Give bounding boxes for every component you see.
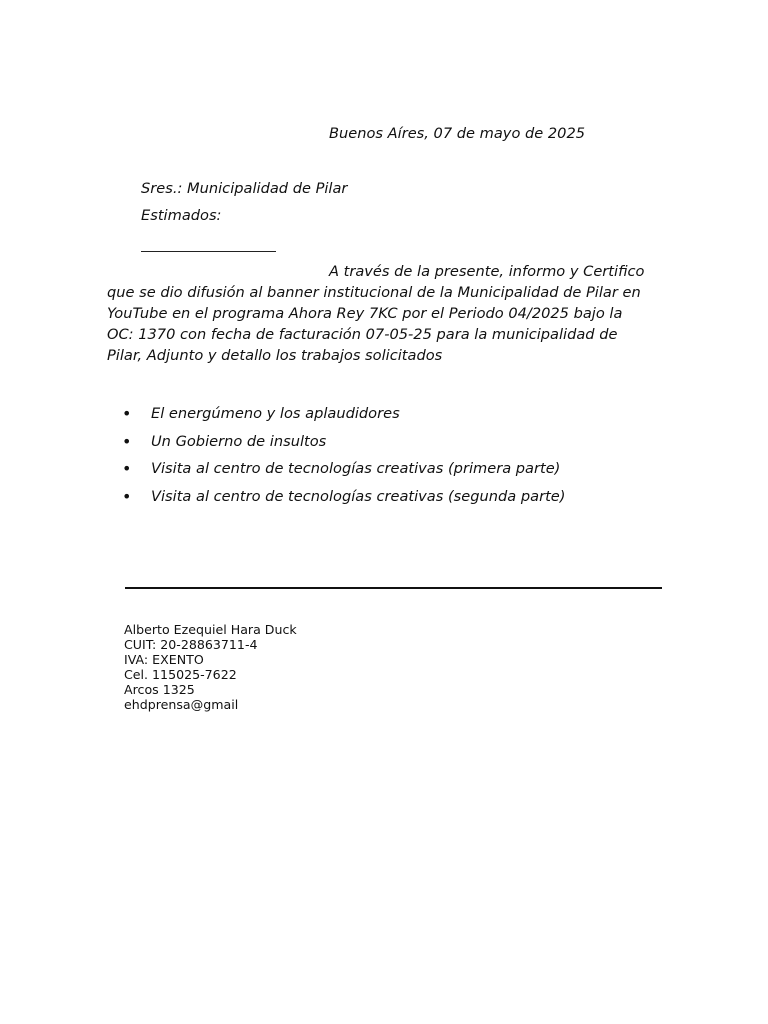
list-item-text: Visita al centro de tecnologías creativas (segunda parte) xyxy=(151,487,566,505)
body-line: Pilar, Adjunto y detallo los trabajos solicitados xyxy=(107,347,443,364)
signer-iva: IVA: EXENTO xyxy=(124,652,204,667)
bullet-icon: • xyxy=(122,486,132,506)
bullet-icon: • xyxy=(122,404,132,423)
body-line: que se dio difusión al banner institucional de la Municipalidad de Pilar en xyxy=(107,284,641,301)
signer-name: Alberto Ezequiel Hara Duck xyxy=(124,622,297,637)
signer-email: ehdprensa@gmail xyxy=(124,697,239,712)
greeting: Estimados: xyxy=(141,207,222,224)
signature-line xyxy=(125,587,662,589)
body-line: OC: 1370 con fecha de facturación 07-05-25 para la municipalidad de xyxy=(107,326,618,343)
addressee: Sres.: Municipalidad de Pilar xyxy=(141,180,348,197)
list-item-text: Visita al centro de tecnologías creativas (primera parte) xyxy=(151,460,561,477)
place-date: Buenos Aíres, 07 de mayo de 2025 xyxy=(329,125,586,142)
signer-cuit: CUIT: 20-28863711-4 xyxy=(124,637,258,652)
list-item-text: El energúmeno y los aplaudidores xyxy=(151,405,400,422)
body-line: YouTube en el programa Ahora Rey 7KC por el Periodo 04/2025 bajo la xyxy=(107,305,623,322)
bullet-icon: • xyxy=(122,459,132,478)
blank-underline xyxy=(141,251,276,252)
body-line: A través de la presente, informo y Certifico xyxy=(329,263,645,280)
signer-phone: Cel. 115025-7622 xyxy=(124,667,237,682)
body-paragraph xyxy=(107,261,667,366)
signer-block xyxy=(124,622,297,712)
list-item-text: Un Gobierno de insultos xyxy=(151,432,327,450)
bullet-icon: • xyxy=(122,431,132,451)
signer-address: Arcos 1325 xyxy=(124,682,195,697)
